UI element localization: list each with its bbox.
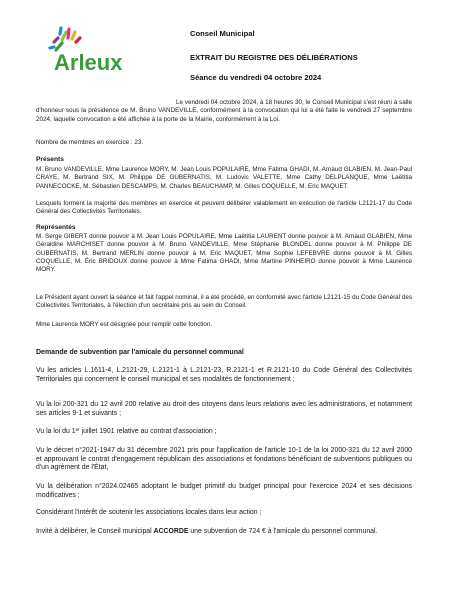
secretary-statement: Mme Laurence MORY est désignée pour remplir cette fonction. — [36, 321, 213, 328]
logo-wordmark: Arleux — [54, 50, 123, 75]
c3-sup: er — [75, 427, 80, 432]
arleux-logo-mark — [48, 24, 168, 80]
present-heading: Présents — [36, 156, 64, 163]
represented-list: M. Serge GIBERT donne pouvoir à M. Jean Louis POPULAIRE, Mme Laëtitia LAURENT donne pouvoir à M. Arnaud GLABIEN, Mme Géraldine MARCHISET donne pouvoir à M. Bruno VANDEVILLE, Mme Stéphanie BLONDEL donne pouvoir à M. Philippe DE GUBERNATIS, M. Bertrand MERLIN donne pouvoir à M. Eric MAQUET, Mme Sophie LEFEBVRE donne pouvoir à M. Gilles COQUELLE, M. Éric BRIDOUX donne pouvoir à Mme Fatima GHADI, Mme Martine PINHEIRO donne pouvoir à Mme Laurence MORY. — [36, 233, 412, 274]
opening-statement: Le Président ayant ouvert la séance et fait l'appel nominal, il a été procédé, en conformité avec l'article L2121-15 du Code Général des Collectivités Territoriales, à l'élection d'un secrétaire pris au sein du Conseil. — [36, 294, 412, 310]
quorum-statement: Lesquels forment la majorité des membres en exercice et peuvent délibérer valablement en exécution de l'article L2121-17 du Code Général des Collectivités Territoriales. — [36, 200, 412, 216]
legal-basis-law-2000: Vu la loi 200-321 du 12 avril 200 relative au droit des citoyens dans leurs relations avec les administrations, et notamment ses articles 9-1 et suivants ; — [36, 401, 412, 417]
register-title: EXTRAIT DU REGISTRE DES DÉLIBÉRATIONS — [190, 53, 358, 62]
decision-after: une subvention de 724 € à l'amicale du personnel communal. — [188, 528, 378, 535]
members-count: Nombre de membres en exercice : 23. — [36, 139, 144, 146]
legal-basis-law-1901 — [36, 428, 412, 437]
decision-verb: ACCORDE — [153, 528, 189, 535]
session-date: Séance du vendredi 04 octobre 2024 — [190, 73, 322, 82]
present-list: M. Bruno VANDEVILLE, Mme Laurence MORY, M. Jean Louis POPULAIRE, Mme Fatima GHADI, M. Arnaud GLABIEN, M. Jean-Paul CRAYE, M. Bertrand SIX, M. Philippe DE GUBERNATIS, M. Ludovic VALETTE, Mme Cathy DELPLANQUE, Mme Laëtitia PANNECOCKE, M. Sébastien DESCAMPS, M. Charles BEAUCHAMP, M. Gilles COQUELLE, M. Eric MAQUET. — [36, 166, 412, 190]
legal-basis-cgct: Vu les articles L.1611-4, L.2121-29, L.2121-1 à L.2121-23, R.2121-1 et R.2121-10 du Code Général des Collectivités Territoriales qui concernent le conseil municipal et ses modalités de fonctionnement ; — [36, 367, 412, 383]
whereas-clause: Considérant l'intérêt de soutenir les associations locales dans leur action ; — [36, 509, 262, 516]
c3-before: Vu la loi du 1 — [36, 428, 76, 435]
intro-paragraph: Le vendredi 04 octobre 2024, à 18 heures 30, le Conseil Municipal s'est réuni à salle d'honneur sous la présidence de M. Bruno VANDEVILLE, conformément à la convocation qui lui a été faite le vendredi 27 septembre 2024, laquelle convocation a été affichée à la porte de la Mairie, conformément à la Loi. — [36, 99, 412, 123]
decision-before: Invité à délibérer, le Conseil municipal — [36, 528, 154, 535]
deliberation-subject: Demande de subvention par l'amicale du personnel communal — [36, 349, 244, 356]
represented-heading: Représentés — [36, 224, 76, 231]
c3-after: juillet 1901 relative au contrat d'association ; — [79, 428, 217, 435]
council-title: Conseil Municipal — [190, 29, 255, 38]
arleux-logo — [48, 24, 168, 80]
legal-basis-decree-2021: Vu le décret n°2021-1947 du 31 décembre 2021 pris pour l'application de l'article 10-1 de la loi 2000-321 du 12 avril 2000 et approuvant le contrat d'engagement républicain des associations et fondations bénéficiant de subventions publiques ou d'un agrément de l'État, — [36, 447, 412, 472]
decision-paragraph — [36, 528, 412, 537]
budget-deliberation: Vu la délibération n°2024.02465 adoptant le budget primitif du budget principal pour l'exercice 2024 et ses décisions modificatives ; — [36, 483, 412, 499]
